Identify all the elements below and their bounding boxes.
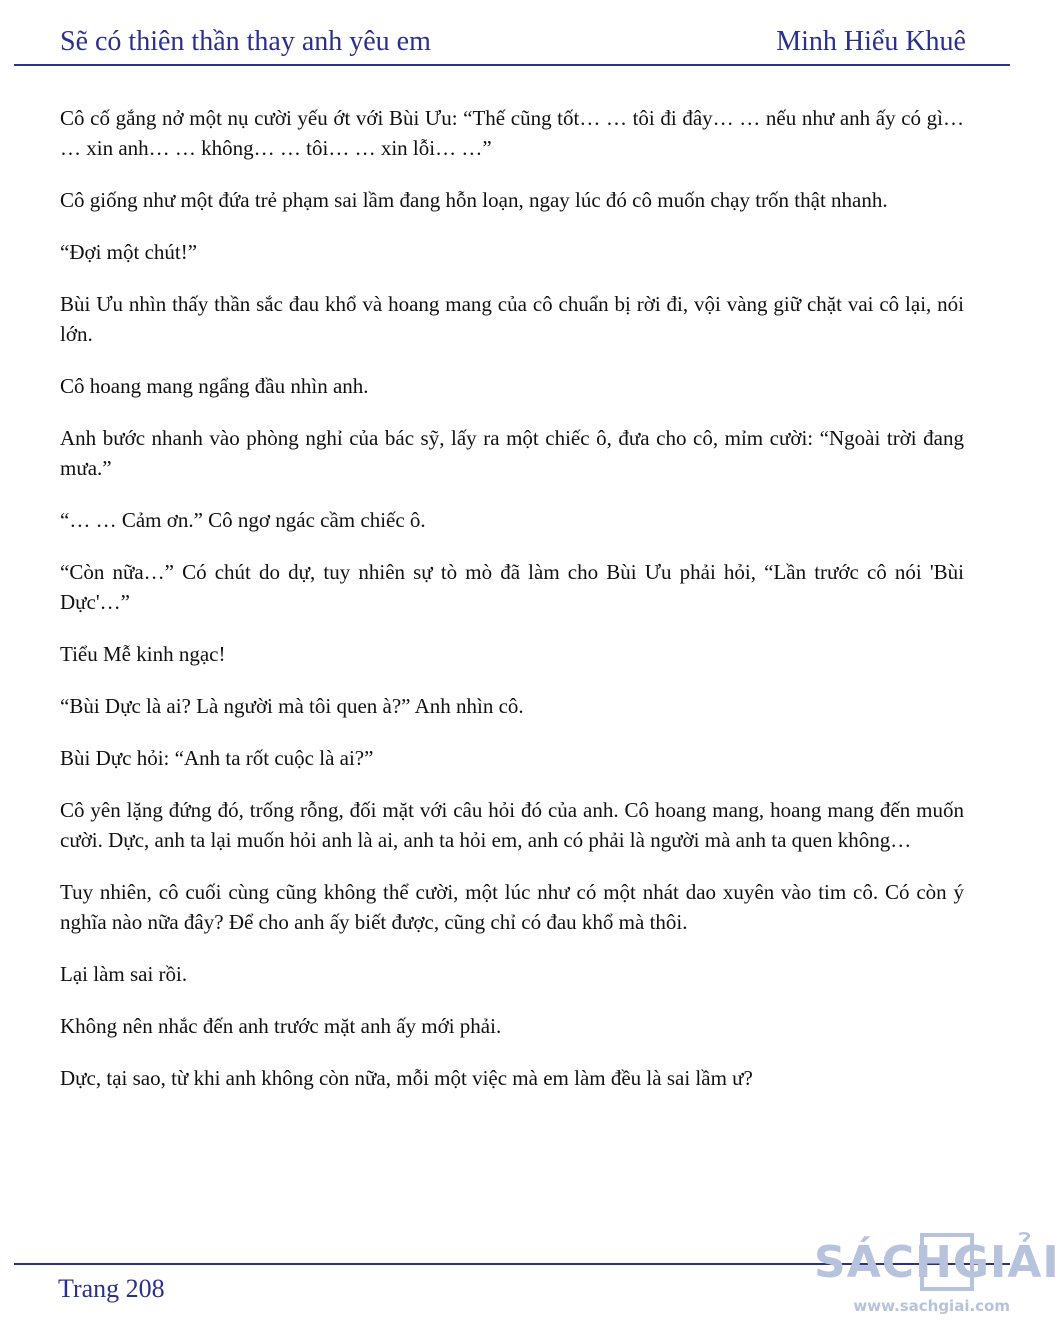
paragraph: Cô cố gắng nở một nụ cười yếu ớt với Bùi Ưu: “Thế cũng tốt… … tôi đi đây… … nếu như anh ấy có gì… … xin anh… … không… … tôi… … xin lỗi… …” bbox=[60, 106, 964, 160]
watermark-logo bbox=[810, 1225, 1060, 1317]
paragraph: “Bùi Dực là ai? Là người mà tôi quen à?” Anh nhìn cô. bbox=[60, 694, 524, 718]
book-title: Sẽ có thiên thần thay anh yêu em bbox=[60, 26, 431, 57]
paragraph: Tiểu Mễ kinh ngạc! bbox=[60, 642, 226, 666]
paragraph: “Còn nữa…” Có chút do dự, tuy nhiên sự tò mò đã làm cho Bùi Ưu phải hỏi, “Lần trước cô nói 'Bùi Dực'…” bbox=[60, 560, 964, 614]
paragraph: “… … Cảm ơn.” Cô ngơ ngác cầm chiếc ô. bbox=[60, 508, 426, 532]
paragraph: Anh bước nhanh vào phòng nghỉ của bác sỹ, lấy ra một chiếc ô, đưa cho cô, mỉm cười: “Ngoài trời đang mưa.” bbox=[60, 426, 964, 480]
paragraph: Bùi Ưu nhìn thấy thần sắc đau khổ và hoang mang của cô chuẩn bị rời đi, vội vàng giữ chặt vai cô lại, nói lớn. bbox=[60, 292, 964, 346]
paragraph: Cô hoang mang ngẩng đầu nhìn anh. bbox=[60, 374, 369, 398]
paragraph: “Đợi một chút!” bbox=[60, 240, 198, 264]
page-header bbox=[60, 26, 966, 66]
paragraph: Lại làm sai rồi. bbox=[60, 962, 188, 986]
page-body bbox=[60, 103, 964, 1115]
paragraph: Không nên nhắc đến anh trước mặt anh ấy mới phải. bbox=[60, 1014, 502, 1038]
paragraph: Tuy nhiên, cô cuối cùng cũng không thể cười, một lúc như có một nhát dao xuyên vào tim cô. Có còn ý nghĩa nào nữa đây? Để cho anh ấy biết được, cũng chỉ có đau khổ mà thôi. bbox=[60, 880, 964, 934]
paragraph: Dực, tại sao, từ khi anh không còn nữa, mỗi một việc mà em làm đều là sai lầm ư? bbox=[60, 1066, 753, 1090]
paragraph: Cô yên lặng đứng đó, trống rỗng, đối mặt với câu hỏi đó của anh. Cô hoang mang, hoang mang đến muốn cười. Dực, anh ta lại muốn hỏi anh là ai, anh ta hỏi em, anh có phải là người mà anh ta quen không… bbox=[60, 798, 964, 852]
header-divider bbox=[14, 64, 1010, 66]
watermark-text: SÁCHGIẢI bbox=[814, 1237, 1060, 1288]
watermark-url: www.sachgiai.com bbox=[853, 1297, 1010, 1315]
page-number: Trang 208 bbox=[58, 1274, 165, 1303]
paragraph: Cô giống như một đứa trẻ phạm sai lầm đang hỗn loạn, ngay lúc đó cô muốn chạy trốn thật nhanh. bbox=[60, 188, 888, 212]
paragraph: Bùi Dực hỏi: “Anh ta rốt cuộc là ai?” bbox=[60, 746, 374, 770]
author-name: Minh Hiểu Khuê bbox=[776, 26, 966, 57]
